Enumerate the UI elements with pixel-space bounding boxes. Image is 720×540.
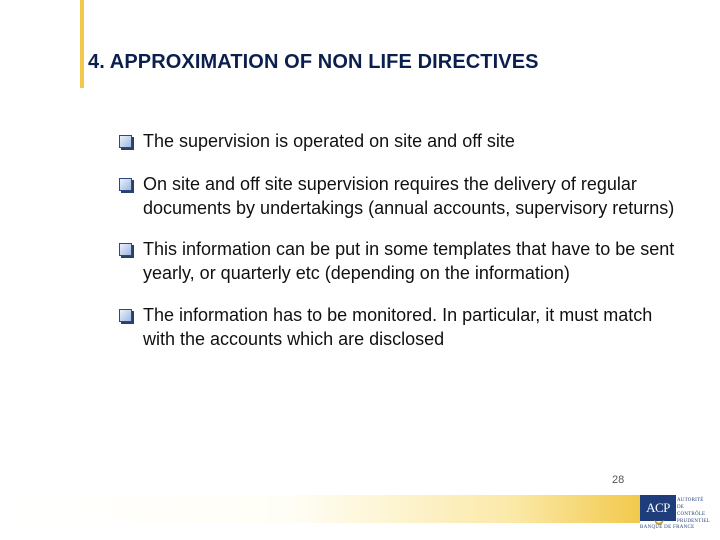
bullet-list	[119, 129, 679, 370]
bullet-text: This information can be put in some templates that have to be sent yearly, or quarterly etc (depending on the information)	[143, 239, 675, 283]
footer-gradient-band	[0, 495, 640, 523]
checkbox-bullet-icon	[119, 135, 132, 148]
title-accent-bar	[80, 0, 84, 88]
slide-title: 4. APPROXIMATION OF NON LIFE DIRECTIVES	[88, 51, 539, 73]
checkbox-bullet-icon	[119, 309, 132, 322]
checkbox-bullet-icon	[119, 243, 132, 256]
bullet-item	[119, 303, 679, 351]
bullet-text: The information has to be monitored. In particular, it must match with the accounts which are disclosed	[143, 305, 653, 349]
logo-line: PRUDENTIEL	[677, 519, 710, 524]
bullet-item	[119, 237, 679, 285]
logo-line: AUTORITÉ	[677, 498, 704, 503]
logo-banque-text: BANQUE DE FRANCE	[640, 525, 695, 530]
bullet-text: On site and off site supervision requires the delivery of regular documents by undertakings (annual accounts, supervisory returns)	[143, 174, 675, 218]
page-number: 28	[612, 474, 625, 486]
checkbox-bullet-icon	[119, 178, 132, 191]
logo-line: DE CONTRÔLE	[677, 505, 706, 517]
bullet-item	[119, 172, 679, 220]
logo-abbreviation: ACP	[640, 495, 676, 521]
acp-logo	[640, 495, 712, 533]
bullet-text: The supervision is operated on site and off site	[143, 131, 515, 151]
logo-side-text	[677, 497, 712, 525]
bullet-item	[119, 129, 679, 153]
